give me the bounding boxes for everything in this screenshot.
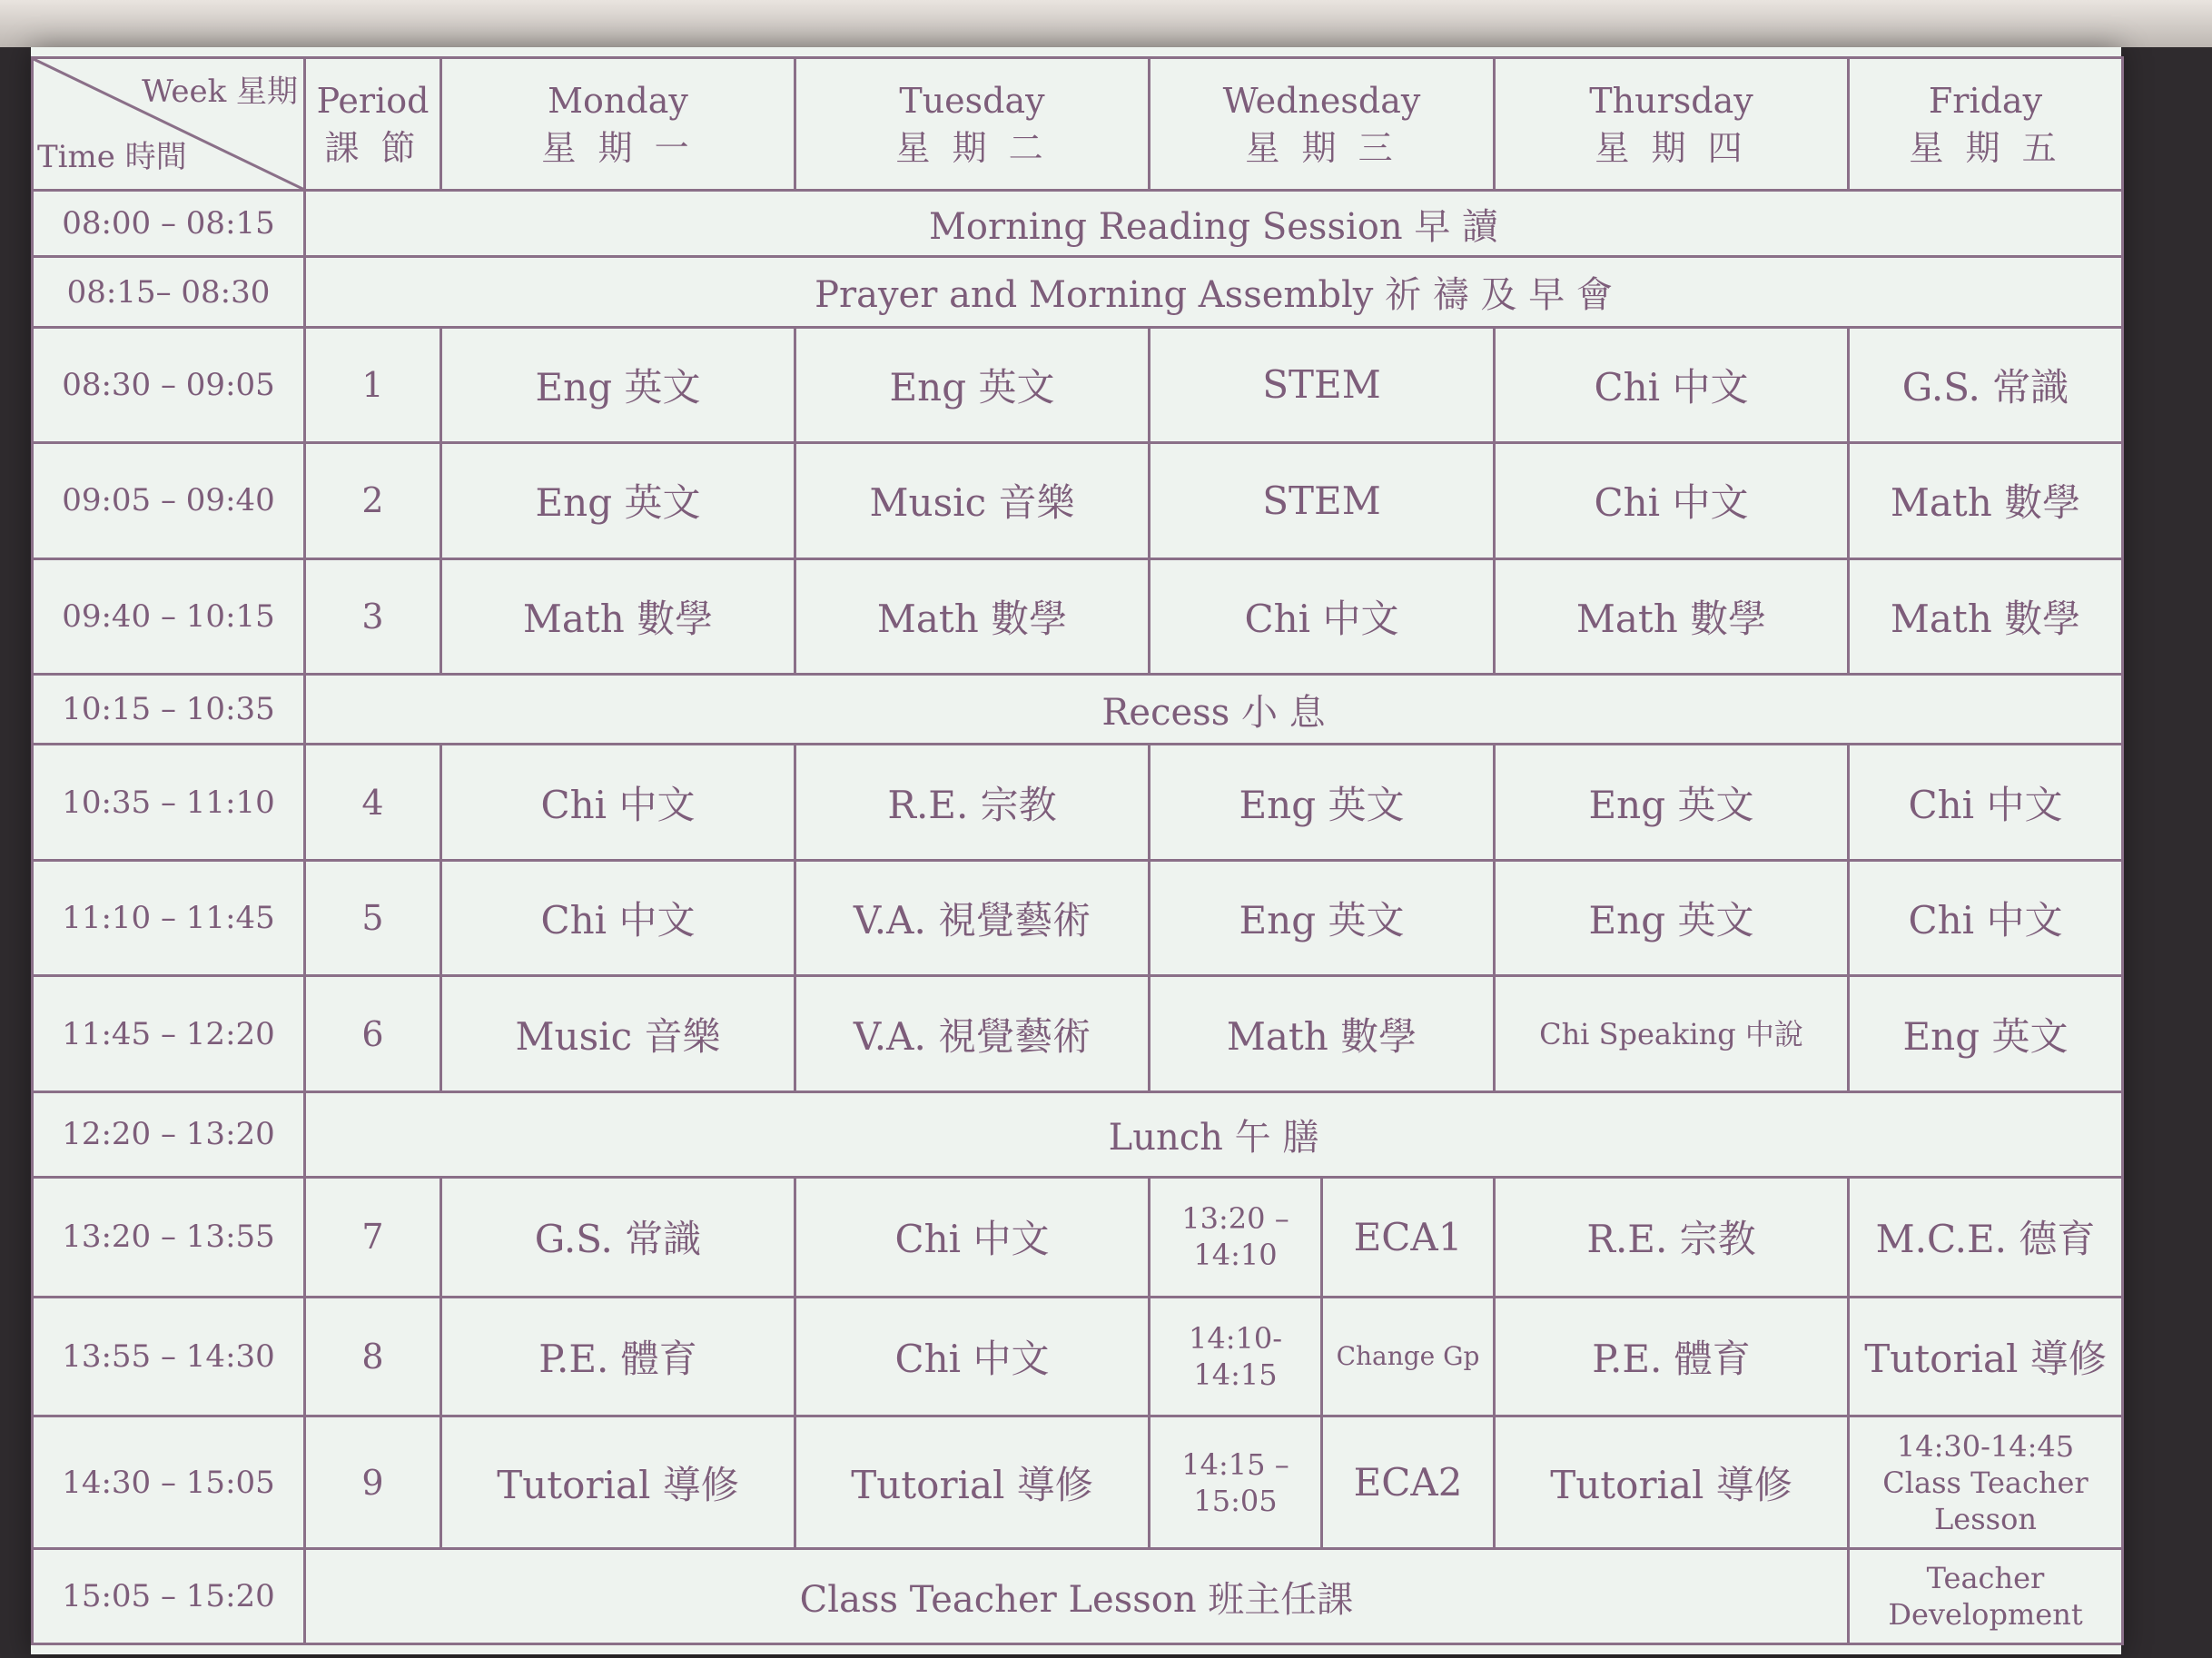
band-row-lunch — [33, 1091, 2123, 1177]
period-number: 1 — [305, 327, 441, 442]
subject-cell: Eng 英文 — [441, 327, 795, 442]
period-row — [33, 860, 2123, 975]
wednesday-sub-time: 13:20 – 14:10 — [1150, 1177, 1322, 1297]
period-number: 7 — [305, 1177, 441, 1297]
day-en: Monday — [548, 80, 688, 121]
day-zh: 星 期 四 — [1595, 127, 1748, 168]
wednesday-sub-time: 14:10- 14:15 — [1150, 1297, 1322, 1416]
period-number: 5 — [305, 860, 441, 975]
day-en: Thursday — [1589, 80, 1753, 121]
subject-cell: Chi Speaking 中說 — [1495, 976, 1849, 1091]
period-row — [33, 745, 2123, 860]
time-cell: 15:05 – 15:20 — [33, 1549, 305, 1644]
subject-cell: STEM — [1150, 327, 1495, 442]
band-row-recess — [33, 675, 2123, 745]
period-row — [33, 1416, 2123, 1549]
time-cell: 13:55 – 14:30 — [33, 1297, 305, 1416]
subject-cell: Chi 中文 — [1150, 558, 1495, 674]
corner-time-label: Time 時間 — [37, 139, 187, 176]
subject-cell: Chi 中文 — [441, 745, 795, 860]
subject-cell: Chi 中文 — [1495, 327, 1849, 442]
corner-week-label: Week 星期 — [142, 74, 298, 110]
projector-top-edge — [0, 0, 2212, 47]
subject-cell: Eng 英文 — [1150, 745, 1495, 860]
band-label: Class Teacher Lesson 班主任課 — [305, 1549, 1849, 1644]
header-row — [33, 58, 2123, 191]
subject-cell: V.A. 視覺藝術 — [795, 976, 1150, 1091]
period-number: 2 — [305, 443, 441, 558]
band-label: Prayer and Morning Assembly 祈 禱 及 早 會 — [305, 257, 2123, 327]
subject-cell: G.S. 常識 — [441, 1177, 795, 1297]
period-header-zh: 課 節 — [324, 127, 421, 168]
period-row — [33, 1177, 2123, 1297]
period-number: 4 — [305, 745, 441, 860]
band-row-class-teacher — [33, 1549, 2123, 1644]
subject-cell: Music 音樂 — [795, 443, 1150, 558]
subject-cell: Math 數學 — [1849, 558, 2123, 674]
day-zh: 星 期 一 — [541, 127, 695, 168]
subject-cell: P.E. 體育 — [441, 1297, 795, 1416]
period-number: 8 — [305, 1297, 441, 1416]
period-header — [305, 58, 441, 191]
subject-cell: Math 數學 — [1849, 443, 2123, 558]
band-row-assembly — [33, 257, 2123, 327]
subject-cell: Math 數學 — [441, 558, 795, 674]
subject-cell: 14:30-14:45 Class Teacher Lesson — [1849, 1416, 2123, 1549]
subject-cell: V.A. 視覺藝術 — [795, 860, 1150, 975]
period-header-en: Period — [316, 80, 430, 121]
day-zh: 星 期 二 — [895, 127, 1049, 168]
period-row — [33, 976, 2123, 1091]
subject-cell: R.E. 宗教 — [1495, 1177, 1849, 1297]
period-number: 6 — [305, 976, 441, 1091]
time-cell: 08:30 – 09:05 — [33, 327, 305, 442]
subject-cell: Music 音樂 — [441, 976, 795, 1091]
subject-cell: ECA1 — [1322, 1177, 1495, 1297]
time-cell: 09:40 – 10:15 — [33, 558, 305, 674]
subject-cell: Math 數學 — [1150, 976, 1495, 1091]
subject-cell: Math 數學 — [795, 558, 1150, 674]
band-row-morning-reading — [33, 191, 2123, 257]
period-row — [33, 558, 2123, 674]
subject-cell: Chi 中文 — [795, 1297, 1150, 1416]
period-row — [33, 1297, 2123, 1416]
subject-cell: Math 數學 — [1495, 558, 1849, 674]
subject-cell: M.C.E. 德育 — [1849, 1177, 2123, 1297]
day-en: Tuesday — [899, 80, 1045, 121]
subject-cell: Chi 中文 — [1849, 860, 2123, 975]
subject-cell: Chi 中文 — [441, 860, 795, 975]
subject-cell: Chi 中文 — [1495, 443, 1849, 558]
subject-cell: Eng 英文 — [1849, 976, 2123, 1091]
day-header-monday — [441, 58, 795, 191]
subject-cell: Eng 英文 — [1150, 860, 1495, 975]
subject-cell: Tutorial 導修 — [795, 1416, 1150, 1549]
time-cell: 08:00 – 08:15 — [33, 191, 305, 257]
friday-teacher-development: Teacher Development — [1849, 1549, 2123, 1644]
projected-timetable-screen — [31, 47, 2121, 1654]
time-cell: 11:10 – 11:45 — [33, 860, 305, 975]
day-header-wednesday — [1150, 58, 1495, 191]
subject-cell: Tutorial 導修 — [441, 1416, 795, 1549]
subject-cell: P.E. 體育 — [1495, 1297, 1849, 1416]
day-en: Friday — [1928, 80, 2043, 121]
period-row — [33, 327, 2123, 442]
day-header-thursday — [1495, 58, 1849, 191]
subject-cell: Eng 英文 — [1495, 745, 1849, 860]
subject-cell: Eng 英文 — [1495, 860, 1849, 975]
band-label: Lunch 午 膳 — [305, 1091, 2123, 1177]
subject-cell: Tutorial 導修 — [1495, 1416, 1849, 1549]
band-label: Morning Reading Session 早 讀 — [305, 191, 2123, 257]
day-header-friday — [1849, 58, 2123, 191]
day-en: Wednesday — [1222, 80, 1421, 121]
time-cell: 10:35 – 11:10 — [33, 745, 305, 860]
period-number: 9 — [305, 1416, 441, 1549]
subject-cell: R.E. 宗教 — [795, 745, 1150, 860]
wednesday-sub-time: 14:15 – 15:05 — [1150, 1416, 1322, 1549]
period-row — [33, 443, 2123, 558]
day-zh: 星 期 五 — [1909, 127, 2062, 168]
subject-cell: Eng 英文 — [441, 443, 795, 558]
timetable — [31, 56, 2124, 1645]
subject-cell: Tutorial 導修 — [1849, 1297, 2123, 1416]
subject-cell: Eng 英文 — [795, 327, 1150, 442]
subject-cell: STEM — [1150, 443, 1495, 558]
time-cell: 13:20 – 13:55 — [33, 1177, 305, 1297]
time-cell: 09:05 – 09:40 — [33, 443, 305, 558]
day-zh: 星 期 三 — [1245, 127, 1398, 168]
time-cell: 11:45 – 12:20 — [33, 976, 305, 1091]
day-header-tuesday — [795, 58, 1150, 191]
subject-cell: G.S. 常識 — [1849, 327, 2123, 442]
period-number: 3 — [305, 558, 441, 674]
band-label: Recess 小 息 — [305, 675, 2123, 745]
subject-cell: Chi 中文 — [795, 1177, 1150, 1297]
time-cell: 08:15– 08:30 — [33, 257, 305, 327]
subject-cell: Chi 中文 — [1849, 745, 2123, 860]
time-cell: 10:15 – 10:35 — [33, 675, 305, 745]
subject-cell: Change Gp — [1322, 1297, 1495, 1416]
subject-cell: ECA2 — [1322, 1416, 1495, 1549]
time-cell: 14:30 – 15:05 — [33, 1416, 305, 1549]
time-cell: 12:20 – 13:20 — [33, 1091, 305, 1177]
corner-cell — [33, 58, 305, 191]
